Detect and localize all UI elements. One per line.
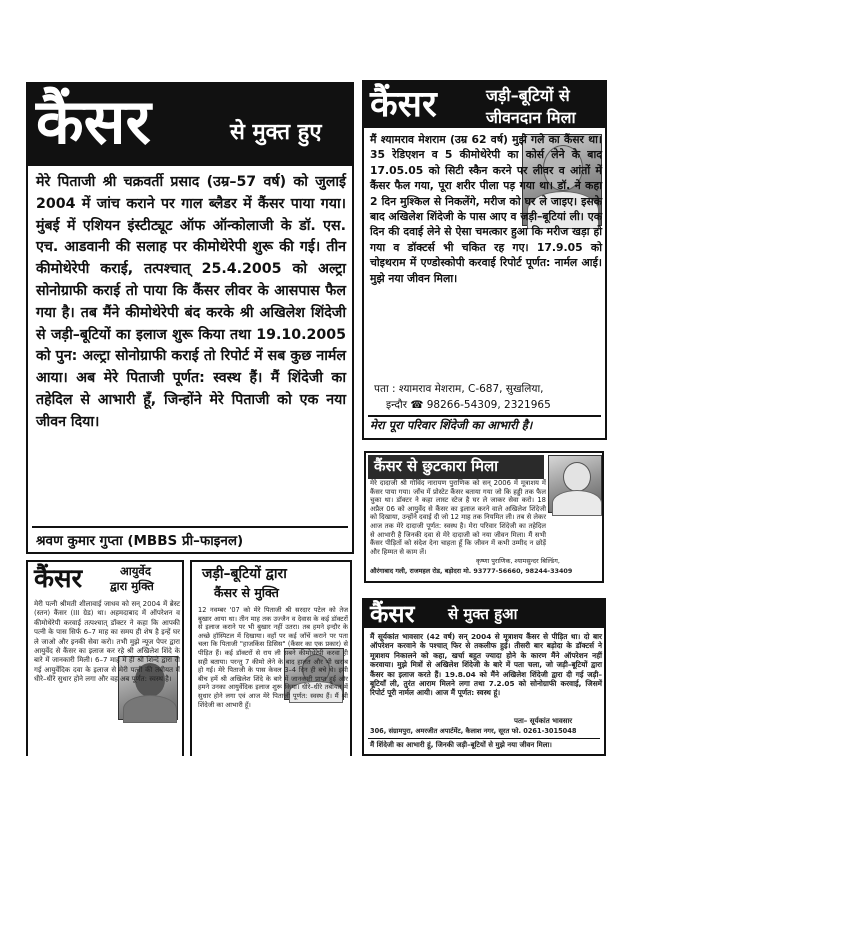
article-body: मेरे दादाजी श्री गोविंद नारायण पुराणिक को सन् 2006 में मूत्राशय में कैंसर पाया गया। जाँच में प्रोस्टेट कैंसर बताया गया जो कि हड्डी तक फैल चुका था। डॉक्टर ने कहा लास्ट स्टेज है घर ले जाकर सेवा करो। 18 अप्रैल 06 को आयुर्वेद से कैंसर का इलाज करने वाले अखिलेश शिंदेजी को दिखाया, उन्होंने दवाई दी जो 12 माह तक नियमित ली। तब से लेकर आज तक मेरे दादाजी पूर्णत: स्वस्थ है। मेरा परिवार शिंदेजी का तहेदिल से आभारी है जिनकी दवा से मेरे दादाजी को नया जीवन मिला। मैं सभी कैंसर पीड़ितों को संदेश देना चाहता हूँ कि जीवन में कभी उम्मीद न छोड़ें और हिम्मत से काम लें। xyxy=(370,479,546,556)
headline-line1: आयुर्वेद xyxy=(120,564,151,578)
footer-note: मेरा पूरा परिवार शिंदेजी का आभारी है। xyxy=(370,418,533,432)
article-header xyxy=(364,82,605,128)
signature-divider xyxy=(32,526,348,528)
headline-big: कैंसर xyxy=(36,85,151,158)
article-header xyxy=(368,455,544,479)
address-line2: 306, संग्रामपुरा, अमरजीत अपार्टमेंट, कैलाश नगर, सूरत फो. 0261-3015048 xyxy=(370,727,577,735)
article-cancer-relief xyxy=(364,451,604,583)
article-header xyxy=(364,600,604,628)
article-header xyxy=(28,84,352,166)
author-address: औरंगाबाद गली, राजमहल रोड, बड़ोदरा मो. 93777-56660, 98244-33409 xyxy=(370,567,573,575)
article-herbal-cure xyxy=(190,560,352,756)
author-name: कृष्णा पुराणिक, श्यामसुन्दर बिल्डिंग, xyxy=(476,557,560,565)
address-line1: पता– सूर्यकांत भावसार xyxy=(514,717,573,725)
footer-note: मैं शिंदेजी का आभारी हूं, जिनकी जड़ी–बूटियों से मुझे नया जीवन मिला। xyxy=(370,741,552,749)
footer-divider xyxy=(368,415,601,417)
headline-line2: जीवनदान मिला xyxy=(486,108,576,127)
footer-divider xyxy=(368,738,600,739)
address-line2: इन्दौर ☎ 98266-54309, 2321965 xyxy=(386,399,551,411)
headline-big: कैंसर xyxy=(370,599,415,628)
article-body: मैं सूर्यकांत भावसार (42 वर्ष) सन् 2004 से मूत्राशय कैंसर से पीड़ित था। दो बार ऑपरेशन करवाने के पश्चात् फिर से तकलीफ हुई। तीसरी बार बड़ोदा के डॉक्टर्स ने मूत्राशय निकालने को कहा, खर्चा बहुत ज्यादा होने के कारण मैंने ऑपरेशन नहीं करवाया। मुझे मित्रों से अखिलेश शिंदेजी के बारे में पता चला, जो जड़ी–बूटियों द्वारा कैंसर का इलाज करते हैं। 19.8.04 को मैंने अखिलेश शिंदेजी द्वारा दी गई जड़ी–बूटियाँ ली, तुरंत आराम मिलने लगा तथा 7.2.05 को सोनोग्राफी करवाई, जिसमें रिपोर्ट पूरी नार्मल आयी। आज मैं पूर्णत: स्वस्थ हूं। xyxy=(370,632,602,698)
article-header xyxy=(28,562,182,596)
headline-rest: से मुक्त हुआ xyxy=(448,605,518,623)
headline-line2: द्वारा मुक्ति xyxy=(110,579,154,593)
article-body: मैं श्यामराव मेशराम (उम्र 62 वर्ष) मुझे गले का कैंसर था। 35 रेडिएशन व 5 कीमोथेरेपी का कोर्स लेने के बाद 17.05.05 को सिटी स्कैन करने पर लीवर व आंतों में कैंसर फैल गया, पूरा शरीर पीला पड़ गया था। डॉ. ने कहा 2 दिन मुश्किल से निकलेंगे, मरीज को घर ले जाइए। इसके बाद अखिलेश शिंदेजी के पास आए व जड़ी–बूटियां ली। एक दिन की दवाई लेने से ऐसा चमत्कार हुआ कि मरीज खड़ा हो गया व डॉक्टर्स भी चकित रह गए। 17.9.05 को चोइथराम में एण्डोस्कोपी करवाई रिपोर्ट पूर्णत: नार्मल आई। मुझे नया जीवन मिला। xyxy=(370,133,602,285)
article-body: मेरे पिताजी श्री चक्रवर्ती प्रसाद (उम्र–57 वर्ष) को जुलाई 2004 में जांच कराने पर गाल ब्लैडर में कैंसर पाया गया। मुंबई में एशियन इंस्टीट्यूट ऑफ ऑन्कोलाजी के डॉ. एस. एच. आडवानी की सलाह पर कीमोथेरेपी शुरू की गई। तीन कीमोथेरेपी कराई, तत्पश्चात् 25.4.2005 को अल्ट्रा सोनोग्राफी कराई तो पाया कि कैंसर लीवर के आसपास फैल गया है। तब मैंने कीमोथेरेपी बंद करके श्री अखिलेश शिंदेजी से जड़ी–बूटियों का इलाज शुरू किया तथा 19.10.2005 को पुन: अल्ट्रा सोनोग्राफी कराई तो रिपोर्ट में सब कुछ नार्मल आया। अब मेरे पिताजी पूर्णत: स्वस्थ हैं। मैं शिंदेजी का तहेदिल से आभारी हूँ, जिन्होंने मेरे पिताजी को एक नया जीवन दिया। xyxy=(36,174,346,430)
article-cancer-free-2 xyxy=(362,598,606,756)
headline-line2: कैंसर से मुक्ति xyxy=(214,585,279,600)
headline-line1: जड़ी–बूटियों द्वारा xyxy=(202,566,287,582)
headline-rest: से मुक्त हुए xyxy=(230,120,322,145)
article-body: मेरी पत्नी श्रीमती शीलावाई जाधव को सन् 2004 में ब्रेस्ट (स्तन) कैंसर (III ग्रेड) था। अहमदाबाद में ऑपरेशन व कीमोथेरेपी करवाई तत्पश्चात् डॉक्टर ने कहा कि आपकी पत्नी के पास सिर्फ 6–7 माह का समय ही शेष है इन्हें घर ले जाओ और इनकी सेवा करो। तभी मुझे न्यूज पेपर द्वारा आयुर्वेद से कैंसर का इलाज कर रहे श्री अखिलेश शिंदे के बारे में जानकारी मिली। 6–7 माह में ही श्री शिन्दे द्वारा दी गई आयुर्वेदिक दवा के इलाज से मेरी पत्नी की तबीयत में धीरे–धीरे सुधार होने लगा और वह अब पूर्णत: स्वस्थ है। xyxy=(34,600,180,684)
article-herbs-life xyxy=(362,80,607,440)
article-header xyxy=(192,562,350,602)
headline-big: कैंसर xyxy=(34,564,83,594)
article-cancer-free xyxy=(26,82,354,554)
address-line1: पता : श्यामराव मेशराम, C-687, सुखलिया, xyxy=(374,383,544,395)
article-ayurveda xyxy=(26,560,184,756)
headline-line1: जड़ी–बूटियों से xyxy=(486,86,570,105)
patient-photo xyxy=(548,455,602,513)
headline-big: कैंसर xyxy=(370,83,437,125)
signature: श्रवण कुमार गुप्ता (MBBS प्री–फाइनल) xyxy=(36,533,244,549)
headline: कैंसर से छुटकारा मिला xyxy=(374,457,499,475)
article-body: 12 नवम्बर '07 को मेरे पिताजी श्री सरदार पटेल को तेज बुखार आया था। तीन माह तक उज्जैन व देवास के कई डॉक्टरों से इलाज कराने पर भी बुखार नहीं उतरा। तब हमने इन्दौर के अच्छे हॉस्पिटल में दिखाया। वहाँ पर कई जाँचें कराने पर पता चला कि पिताजी "हाजकिंस डिसिस" (कैंसर का एक प्रकार) से पीड़ित हैं। कई डॉक्टरों से राय ली सबने कीमोथेरेपी करवा ही सही बताया। परन्तु 7 कीमो लेने के बाद हालत और भी खराब हो गई। मेरे पिताजी के पास केवल 3–4 दिन ही बचे थे। इसी बीच हमें श्री अखिलेश शिंदे के बारे में जानकारी प्राप्त हुई और हमने उनका आयुर्वेदिक इलाज शुरू किया। धीरे–धीरे तबीयत में सुधार होने लगा एवं आज मेरे पिताजी पूर्णत: स्वस्थ हैं। मैं श्री शिंदेजी का आभारी हूँ। xyxy=(198,606,348,709)
